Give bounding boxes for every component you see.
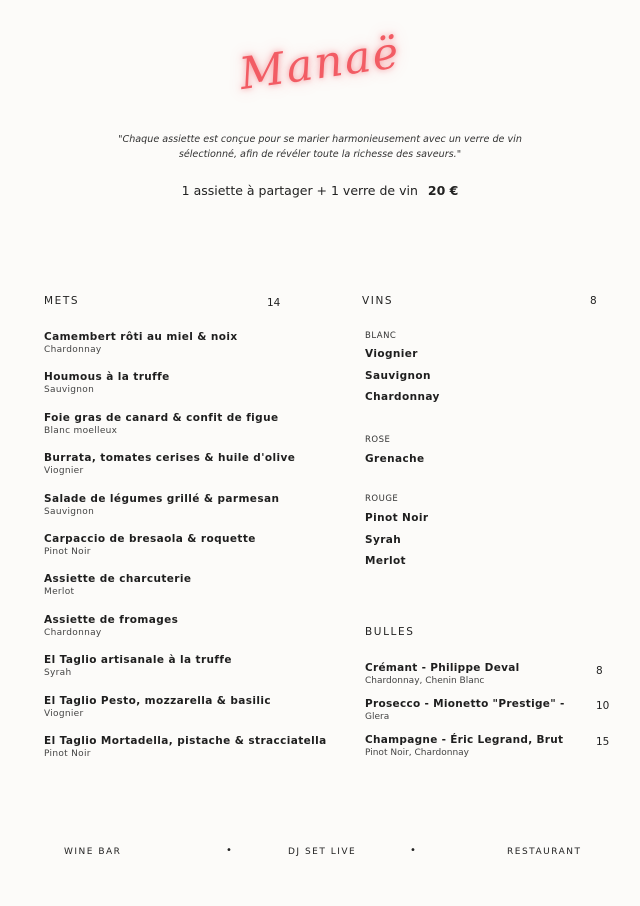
- list-item: [44, 533, 344, 573]
- blanc-label: BLANC: [365, 331, 397, 341]
- list-item: [44, 695, 344, 735]
- dish-name: Carpaccio de bresaola & roquette: [44, 532, 256, 545]
- dish-pairing: Sauvignon: [44, 385, 95, 396]
- wine-item: Chardonnay: [365, 391, 440, 403]
- wine-item: Syrah: [365, 534, 402, 546]
- dish-pairing: Syrah: [44, 668, 72, 679]
- bulles-grapes: Glera: [365, 712, 390, 722]
- dish-name: El Taglio Pesto, mozzarella & basilic: [44, 694, 272, 707]
- dish-name: Foie gras de canard & confit de figue: [44, 411, 279, 424]
- bulles-name: Prosecco - Mionetto "Prestige" -: [365, 698, 565, 710]
- dish-pairing: Viognier: [44, 708, 84, 719]
- bulles-name: Champagne - Éric Legrand, Brut: [365, 734, 564, 746]
- dish-pairing: Pinot Noir: [44, 748, 91, 759]
- tagline-line-1: "Chaque assiette est conçue pour se marier harmonieusement avec un verre de vin: [118, 134, 522, 145]
- dish-name: Salade de légumes grillé & parmesan: [44, 492, 280, 505]
- dish-name: Assiette de fromages: [44, 613, 179, 626]
- dish-name: El Taglio Mortadella, pistache & stracciatella: [44, 734, 327, 747]
- vins-price: 8: [590, 295, 597, 307]
- footer-restaurant: RESTAURANT: [507, 847, 582, 857]
- list-item: [44, 573, 344, 613]
- footer-dot: •: [410, 845, 416, 856]
- list-item: [365, 662, 615, 687]
- offer-text: 1 assiette à partager + 1 verre de vin: [181, 183, 418, 198]
- footer-dot: •: [226, 845, 232, 856]
- bulles-price: 10: [596, 700, 610, 712]
- wine-item: Viognier: [365, 348, 418, 360]
- bulles-name: Crémant - Philippe Deval: [365, 662, 520, 674]
- list-item: [44, 452, 344, 492]
- bulles-price: 8: [596, 665, 603, 677]
- dish-name: Burrata, tomates cerises & huile d'olive: [44, 452, 296, 465]
- dish-pairing: Merlot: [44, 587, 75, 598]
- dish-name: Camembert rôti au miel & noix: [44, 331, 238, 343]
- list-item: [44, 735, 344, 775]
- list-item: [365, 698, 615, 723]
- mets-title: METS: [44, 295, 80, 307]
- footer-wine-bar: WINE BAR: [64, 847, 122, 857]
- dish-name: El Taglio artisanale à la truffe: [44, 654, 232, 667]
- dish-pairing: Blanc moelleux: [44, 425, 118, 436]
- bulles-grapes: Chardonnay, Chenin Blanc: [365, 676, 485, 686]
- footer-dj-set: DJ SET LIVE: [288, 847, 357, 857]
- dish-pairing: Viognier: [44, 466, 84, 477]
- bulles-grapes: Pinot Noir, Chardonnay: [365, 748, 470, 758]
- list-item: [44, 654, 344, 694]
- wine-item: Sauvignon: [365, 370, 431, 382]
- list-item: [44, 412, 344, 452]
- mets-list: [44, 331, 344, 775]
- rouge-label: ROUGE: [365, 494, 399, 504]
- tagline: [95, 132, 545, 162]
- brand-logo: Manaë: [236, 26, 404, 101]
- mets-price: 14: [267, 297, 281, 309]
- dish-pairing: Chardonnay: [44, 345, 102, 355]
- bulles-title: BULLES: [365, 626, 415, 638]
- dish-pairing: Chardonnay: [44, 627, 102, 638]
- tagline-line-2: sélectionné, afin de révéler toute la richesse des saveurs.": [178, 149, 462, 160]
- offer-price: 20 €: [427, 183, 459, 198]
- vins-title: VINS: [362, 295, 394, 307]
- list-item: [44, 614, 344, 654]
- dish-name: Assiette de charcuterie: [44, 573, 192, 586]
- list-item: [44, 371, 344, 411]
- list-item: [44, 493, 344, 533]
- list-item: [44, 331, 344, 371]
- offer-line: [0, 183, 640, 198]
- bulles-price: 15: [596, 736, 610, 748]
- wine-item: Pinot Noir: [365, 512, 429, 524]
- rose-label: ROSE: [365, 435, 391, 445]
- wine-item: Grenache: [365, 453, 425, 465]
- dish-pairing: Pinot Noir: [44, 546, 91, 557]
- dish-pairing: Sauvignon: [44, 506, 95, 517]
- wine-item: Merlot: [365, 555, 406, 567]
- dish-name: Houmous à la truffe: [44, 371, 170, 384]
- list-item: [365, 734, 615, 759]
